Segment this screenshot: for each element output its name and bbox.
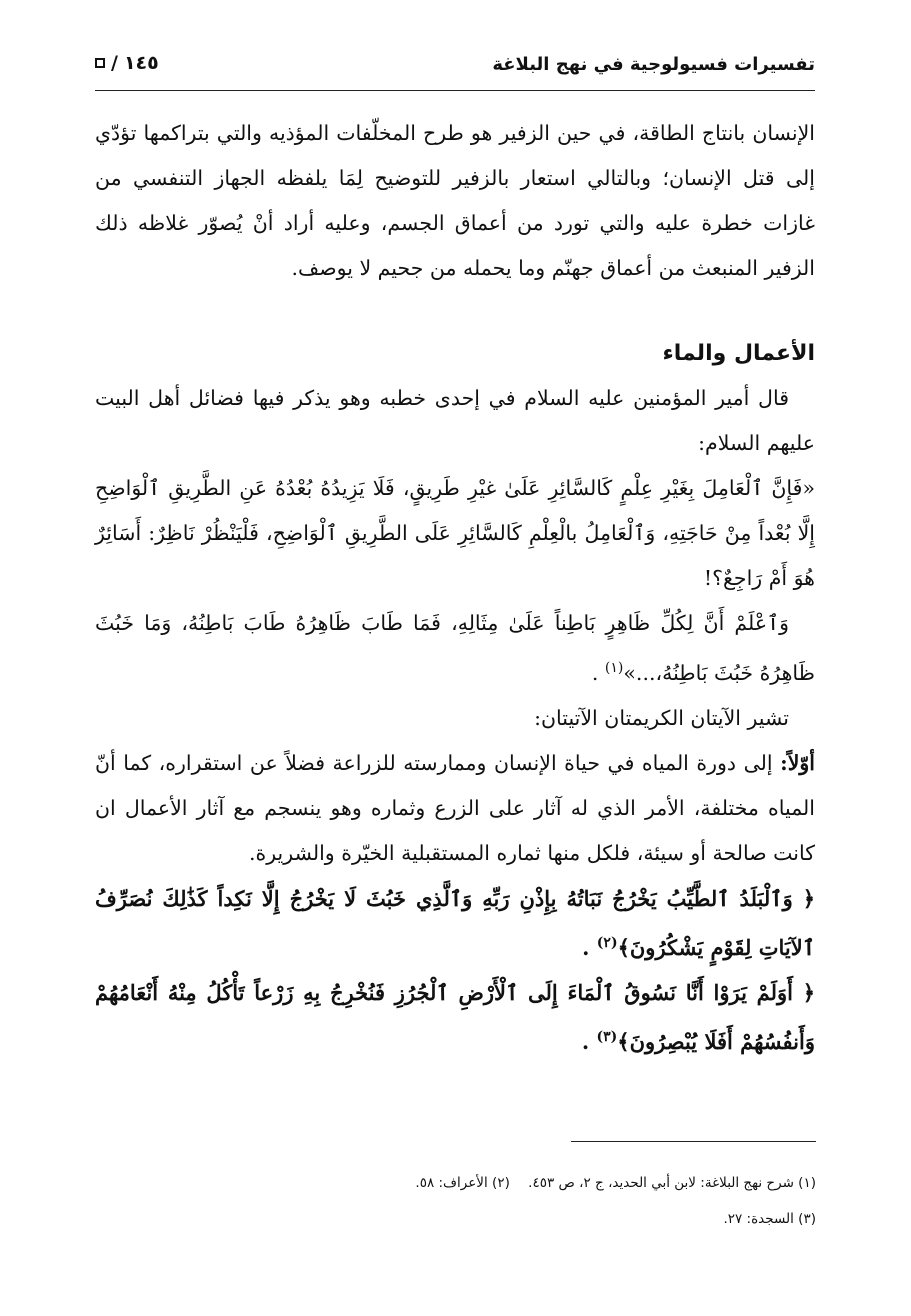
first-point-lead: أوّلاً: [780, 750, 815, 775]
sermon-quote-1: «فَإِنَّ ٱلْعَامِلَ بِغَيْرِ عِلْمٍ كَالسَّائِرِ عَلَىٰ غيْرِ طَرِيقٍ، فَلَا يَزِيدُهُ بُعْدُهُ عَنِ الطَّرِيقِ ٱلْوَاضِحِ إِلَّا بُعْداً مِنْ حَاجَتِهِ، وَٱلْعَامِلُ بالْعِلْمِ كَالسَّائِرِ عَلَى الطَّرِيقِ ٱلْوَاضِحِ، فَلْيَنْظُرْ نَاظِرٌ: أَسَائِرٌ هُوَ أَمْ رَاجِعٌ؟! [95, 476, 815, 590]
square-ornament-icon [95, 58, 105, 68]
footnote-3: (٣) السجدة: ٢٧. [723, 1211, 816, 1227]
sermon-quote-2-text: وَٱعْلَمْ أَنَّ لِكُلِّ ظَاهِرٍ بَاطِناً عَلَىٰ مِثَالِهِ، فَمَا طَابَ ظَاهِرُهُ طَابَ بَاطِنُهُ، وَمَا خَبُثَ ظَاهِرُهُ خَبُثَ بَاطِنُهُ،...» [95, 611, 815, 685]
footnote-ref-3: (٣) [596, 1028, 618, 1045]
footnote-2: (٢) الأعراف: ٥٨. [415, 1175, 510, 1191]
page-separator: / [111, 52, 118, 74]
page-number-block [95, 52, 159, 74]
quran-ayah-1-text: ﴿ وَٱلْبَلَدُ ٱلطَّيِّبُ يَخْرُجُ نَبَاتُهُ بِإِذْنِ رَبِّهِ وَٱلَّذِي خَبُثَ لَا يَخْرُجُ إِلَّا نَكِداً كَذَٰلِكَ نُصَرِّفُ ٱلآيَاتِ لِقَوْمٍ يَشْكُرُونَ﴾ [95, 885, 815, 960]
section-lead: قال أمير المؤمنين عليه السلام في إحدى خطبه وهو يذكر فيها فضائل أهل البيت عليهم السلام: [95, 386, 815, 455]
footnotes [96, 1165, 816, 1237]
main-text [95, 111, 815, 1064]
book-page [95, 40, 815, 1064]
running-title: تفسيرات فسيولوجية في نهج البلاغة [492, 54, 815, 75]
first-point-text: إلى دورة المياه في حياة الإنسان وممارسته للزراعة فضلاً عن استقراره، كما أنّ المياه مختلفة، الأمر الذي له آثار على الزرع وثماره وهو ينسجم مع آثار الأعمال ان كانت صالحة أو سيئة، فلكل منها ثماره المستقبلية الخيّرة والشريرة. [95, 750, 815, 865]
footnote-divider [571, 1141, 816, 1142]
page-number: ١٤٥ [123, 52, 159, 74]
ayat-intro: تشير الآيتان الكريمتان الآتيتان: [534, 705, 789, 730]
footnote-line-1 [96, 1165, 816, 1201]
quran-ayah-1: ﴿ وَٱلْبَلَدُ ٱلطَّيِّبُ يَخْرُجُ نَبَاتُهُ بِإِذْنِ رَبِّهِ وَٱلَّذِي خَبُثَ لَا يَخْرُجُ إِلَّا نَكِداً كَذَٰلِكَ نُصَرِّفُ ٱلآيَاتِ لِقَوْمٍ يَشْكُرُونَ﴾$^{(٢)}$ . [95, 885, 815, 960]
first-point [95, 741, 815, 876]
footnote-line-2 [96, 1201, 816, 1237]
quran-ayah-2-text: ﴿ أَوَلَمْ يَرَوْا أَنَّا نَسُوقُ ٱلْمَاءَ إِلَى ٱلْأَرْضِ ٱلْجُرُزِ فَنُخْرِجُ بِهِ زَرْعاً تَأْكُلُ مِنْهُ أَنْعَامُهُمْ وَأَنفُسُهُمْ أَفَلَا يُبْصِرُونَ﴾ [95, 979, 815, 1054]
footnote-ref-2: (٢) [596, 934, 618, 951]
quran-ayah-2: ﴿ أَوَلَمْ يَرَوْا أَنَّا نَسُوقُ ٱلْمَاءَ إِلَى ٱلْأَرْضِ ٱلْجُرُزِ فَنُخْرِجُ بِهِ زَرْعاً تَأْكُلُ مِنْهُ أَنْعَامُهُمْ وَأَنفُسُهُمْ أَفَلَا يُبْصِرُونَ﴾$^{(٣)}$ . [95, 979, 815, 1054]
footnote-ref-1: (١) [604, 660, 624, 676]
sermon-quote-2: وَٱعْلَمْ أَنَّ لِكُلِّ ظَاهِرٍ بَاطِناً عَلَىٰ مِثَالِهِ، فَمَا طَابَ ظَاهِرُهُ طَابَ بَاطِنُهُ، وَمَا خَبُثَ ظَاهِرُهُ خَبُثَ بَاطِنُهُ،...»$^{(١)}$ . [95, 611, 815, 685]
running-header [95, 40, 815, 91]
intro-paragraph: الإنسان بانتاج الطاقة، في حين الزفير هو طرح المخلّفات المؤذيه والتي بتراكمها تؤدّي إلى قتل الإنسان؛ وبالتالي استعار بالزفير للتوضيح لِمَا يلفظه الجهاز التنفسي من غازات خطرة عليه والتي تورد من أعماق الجسم، وعليه أراد أنْ يُصوّر غلاظه ذلك الزفير المنبعث من أعماق جهنّم وما يحمله من جحيم لا يوصف. [95, 121, 815, 280]
section-title: الأعمال والماء [662, 341, 815, 366]
footnote-1: (١) شرح نهج البلاغة: لابن أبي الحديد، ج ٢، ص ٤٥٣. [528, 1175, 816, 1191]
